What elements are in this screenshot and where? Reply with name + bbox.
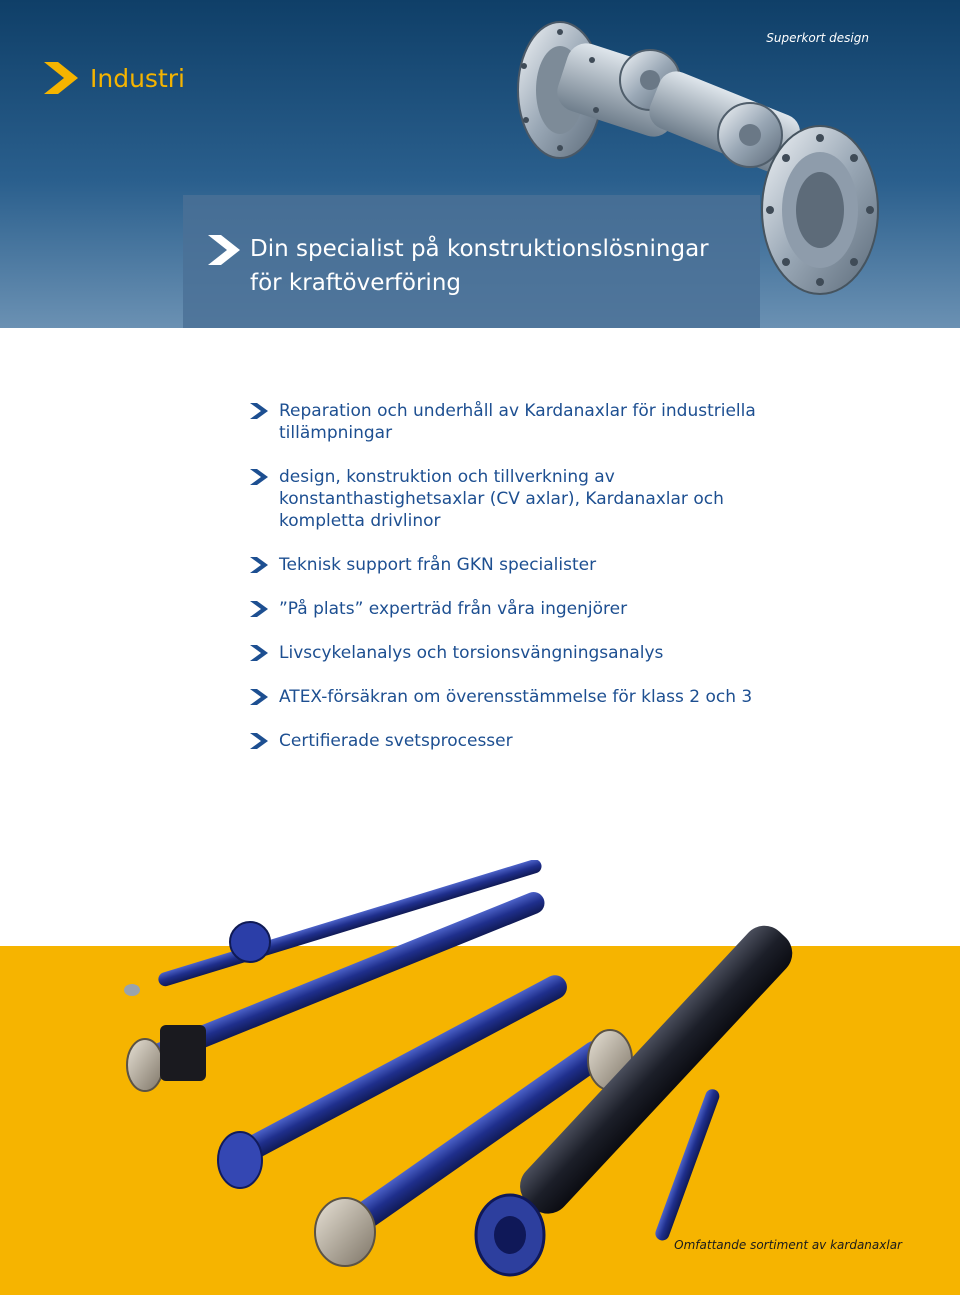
list-item <box>250 554 810 576</box>
list-item-text: Reparation och underhåll av Kardanaxlar för industriella tillämpningar <box>279 401 756 443</box>
section-title: Industri <box>90 63 185 93</box>
feature-list <box>250 400 810 774</box>
list-item <box>250 466 810 532</box>
list-item-text: ”På plats” experträd från våra ingenjörer <box>279 599 628 619</box>
chevron-right-icon <box>250 403 268 419</box>
list-item-text: design, konstruktion och tillverkning av konstanthastighetsaxlar (CV axlar), Kardanaxlar och kompletta drivlinor <box>279 467 724 531</box>
chevron-right-icon <box>208 235 240 265</box>
chevron-right-icon <box>250 601 268 617</box>
image-caption: Omfattande sortiment av kardanaxlar <box>674 1238 902 1252</box>
list-item <box>250 686 810 708</box>
list-item <box>250 730 810 752</box>
list-item-text: Livscykelanalys och torsionsvängningsanalys <box>279 643 664 663</box>
chevron-right-icon <box>250 733 268 749</box>
drive-shafts-image <box>100 860 880 1280</box>
chevron-right-icon <box>250 689 268 705</box>
headline-block <box>208 232 710 300</box>
chevron-right-icon <box>44 62 78 94</box>
list-item <box>250 400 810 444</box>
list-item-text: ATEX-försäkran om överensstämmelse för klass 2 och 3 <box>279 687 753 707</box>
headline: Din specialist på konstruktionslösningar för kraftöverföring <box>250 236 709 296</box>
hero-banner <box>0 0 960 328</box>
list-item <box>250 598 810 620</box>
list-item <box>250 642 810 664</box>
section-header <box>44 62 185 94</box>
list-item-text: Teknisk support från GKN specialister <box>279 555 597 575</box>
chevron-right-icon <box>250 557 268 573</box>
chevron-right-icon <box>250 469 268 485</box>
list-item-text: Certifierade svetsprocesser <box>279 731 513 751</box>
header-note: Superkort design <box>766 31 869 45</box>
chevron-right-icon <box>250 645 268 661</box>
